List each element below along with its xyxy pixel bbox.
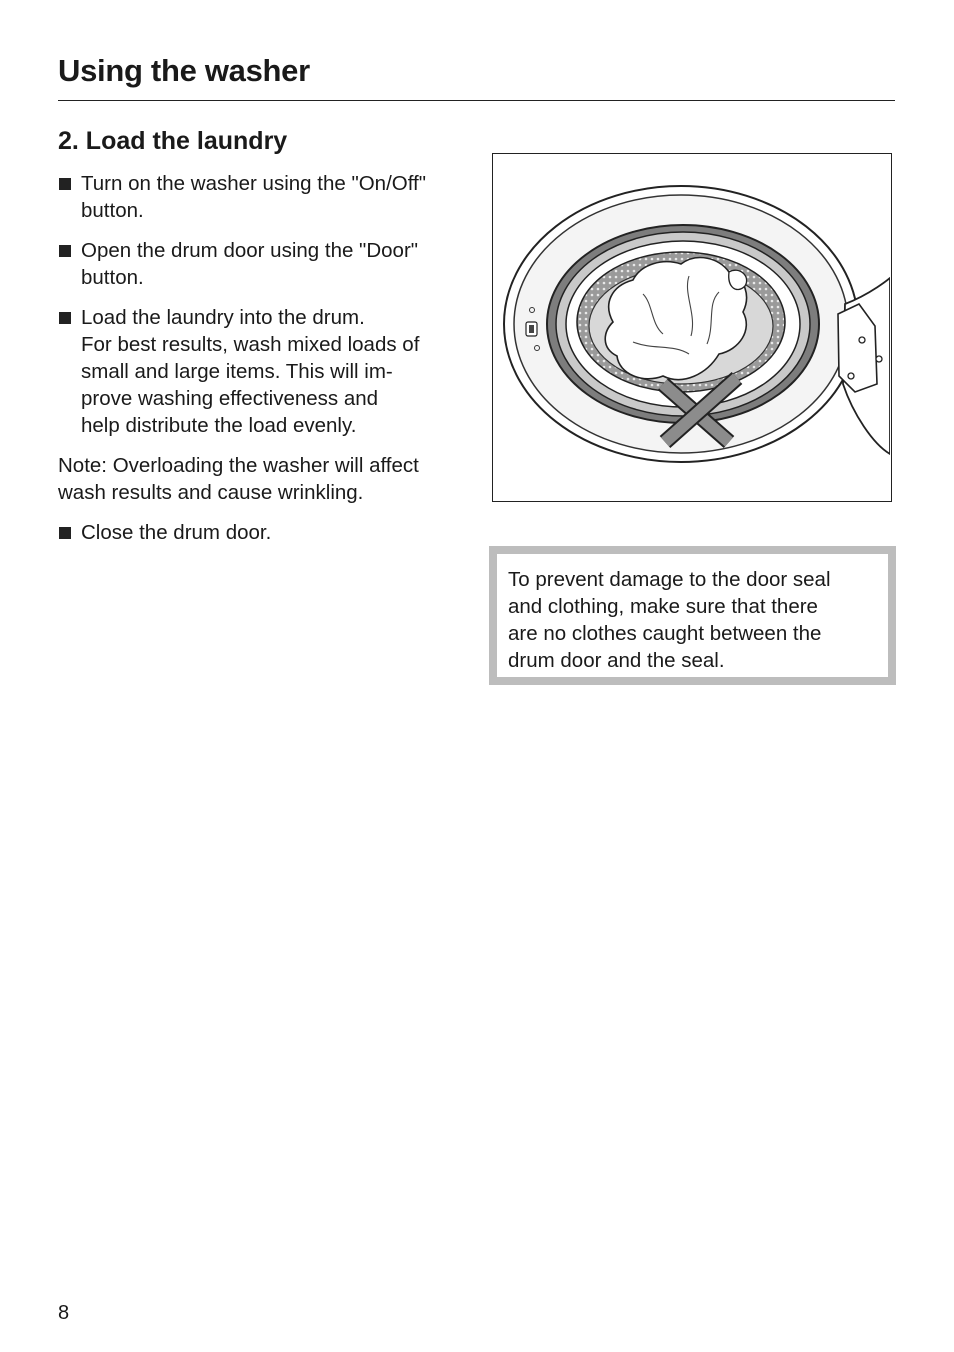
washer-drum-drawing — [493, 154, 890, 500]
washer-drum-illustration — [492, 153, 892, 502]
square-bullet-icon — [59, 312, 71, 324]
step-text-line: Load the laundry into the drum. — [81, 306, 365, 329]
step-close-door — [58, 519, 468, 546]
square-bullet-icon — [59, 527, 71, 539]
page-title: Using the washer — [58, 53, 310, 88]
step-load-laundry — [58, 304, 468, 439]
step-turn-on — [58, 170, 468, 224]
step-text-line: Turn on the washer using the "On/Off" — [81, 172, 427, 195]
warning-text-line: To prevent damage to the door seal — [508, 568, 831, 591]
step-text-line: Close the drum door. — [81, 521, 272, 544]
step-open-door — [58, 237, 468, 291]
step-text-line: small and large items. This will im- — [81, 360, 393, 383]
overload-note — [58, 452, 468, 506]
warning-text-line: are no clothes caught between the — [508, 622, 822, 645]
step-text-line: button. — [81, 199, 144, 222]
note-text-line: wash results and cause wrinkling. — [58, 481, 364, 504]
warning-box — [489, 546, 896, 685]
instruction-list — [58, 170, 468, 559]
note-text-line: Note: Overloading the washer will affect — [58, 454, 419, 477]
page-number: 8 — [58, 1302, 70, 1324]
step-text-line: prove washing effectiveness and — [81, 387, 379, 410]
title-divider — [58, 100, 895, 101]
step-text-line: Open the drum door using the "Door" — [81, 239, 419, 262]
step-text-line: button. — [81, 266, 144, 289]
warning-text-line: and clothing, make sure that there — [508, 595, 818, 618]
square-bullet-icon — [59, 178, 71, 190]
step-text-line: help distribute the load evenly. — [81, 414, 357, 437]
square-bullet-icon — [59, 245, 71, 257]
step-text-line: For best results, wash mixed loads of — [81, 333, 420, 356]
section-heading: 2. Load the laundry — [58, 127, 288, 155]
warning-text-line: drum door and the seal. — [508, 649, 725, 672]
